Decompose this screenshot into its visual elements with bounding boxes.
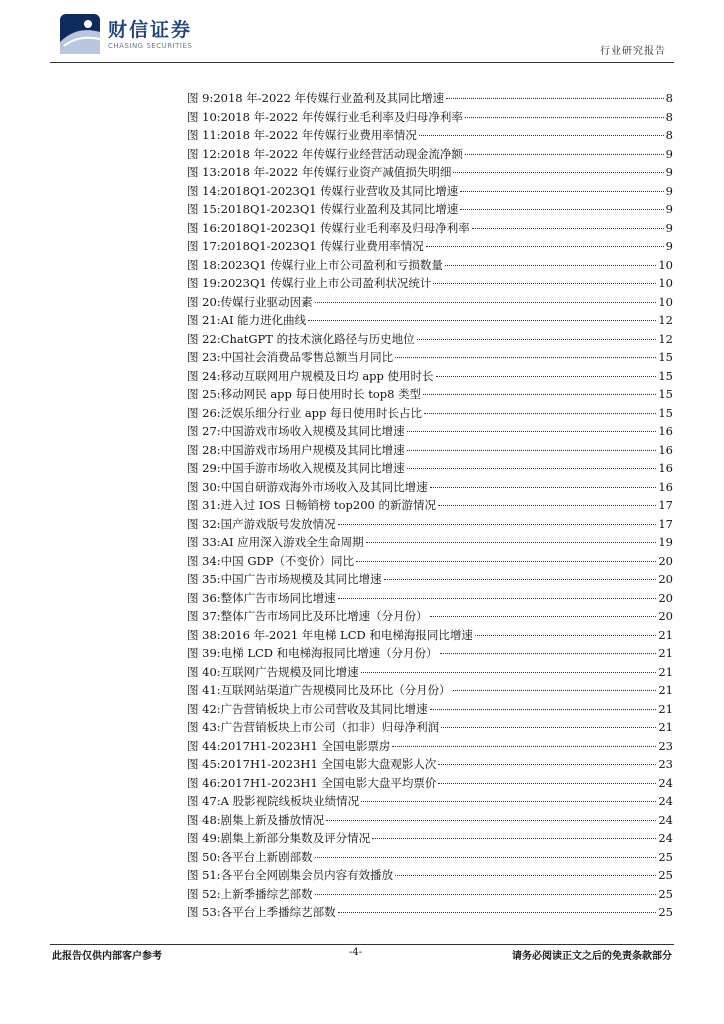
page-ref: 17: [658, 516, 673, 531]
toc-entry[interactable]: [187, 700, 673, 719]
figure-label: 图 26:: [187, 405, 221, 420]
figure-title: 进入过 IOS 日畅销榜 top200 的新游情况: [220, 498, 436, 512]
page-ref: 19: [658, 535, 673, 549]
page-ref: 9: [665, 165, 673, 179]
figure-title: 整体广告市场同比及环比增速（分月份）: [220, 609, 428, 623]
figure-label: 图 34:: [187, 553, 221, 568]
page-ref: 10: [658, 276, 673, 290]
toc-entry[interactable]: [187, 755, 673, 774]
figure-label: 图 11:: [187, 128, 221, 142]
toc-entry[interactable]: [187, 385, 673, 404]
figure-label: 图 20:: [187, 294, 221, 309]
figure-title: 2018 年-2022 年传媒行业费用率情况: [220, 128, 417, 142]
figure-label: 图 51:: [187, 868, 221, 882]
figure-label: 图 21:: [187, 313, 221, 327]
figure-label: 图 44:: [187, 738, 221, 753]
figure-title: 2018 年-2022 年传媒行业资产减值损失明细: [220, 165, 452, 179]
toc-entry[interactable]: [187, 237, 673, 256]
dot-leader: [407, 450, 657, 451]
figure-label: 图 40:: [187, 664, 221, 679]
figure-title: 各平台上新剧部数: [220, 849, 313, 864]
figure-title: 2017H1-2023H1 全国电影大盘平均票价: [220, 775, 437, 790]
figure-title: 中国广告市场规模及其同比增速: [220, 572, 382, 586]
page-ref: 9: [665, 239, 673, 253]
dot-leader: [436, 376, 657, 377]
page-ref: 16: [658, 424, 673, 438]
figure-label: 图 22:: [187, 331, 221, 346]
toc-entry[interactable]: [187, 348, 673, 367]
dot-leader: [460, 209, 663, 210]
page-ref: 12: [658, 331, 673, 346]
header-divider: [50, 62, 674, 63]
page-ref: 16: [658, 479, 673, 494]
dot-leader: [453, 690, 657, 691]
dot-leader: [424, 413, 656, 414]
dot-leader: [417, 339, 657, 340]
footer-divider: [50, 944, 674, 945]
toc-entry[interactable]: [187, 89, 673, 108]
dot-leader: [446, 98, 664, 99]
toc-entry[interactable]: [187, 866, 673, 885]
dot-leader: [338, 912, 657, 913]
toc-entry[interactable]: [187, 459, 673, 478]
toc-entry[interactable]: [187, 792, 673, 811]
figure-label: 图 32:: [187, 516, 221, 531]
dot-leader: [315, 857, 657, 858]
toc-entry[interactable]: [187, 533, 673, 552]
dot-leader: [472, 228, 664, 229]
toc-entry[interactable]: [187, 737, 673, 756]
page-ref: 25: [658, 886, 673, 901]
toc-entry[interactable]: [187, 256, 673, 275]
figure-label: 图 50:: [187, 849, 221, 864]
figure-title: 2018Q1-2023Q1 传媒行业费用率情况: [220, 239, 424, 253]
dot-leader: [440, 653, 657, 654]
figure-title: 2023Q1 传媒行业上市公司盈利状况统计: [220, 276, 432, 290]
figure-label: 图 47:: [187, 794, 221, 808]
toc-entry[interactable]: [187, 829, 673, 848]
dot-leader: [430, 487, 657, 488]
dot-leader: [315, 302, 657, 303]
toc-entry[interactable]: [187, 330, 673, 349]
dot-leader: [430, 616, 657, 617]
figure-label: 图 46:: [187, 775, 221, 790]
figure-title: 中国社会消费品零售总额当月同比: [220, 350, 394, 364]
page-ref: 15: [658, 405, 673, 420]
figure-label: 图 13:: [187, 165, 221, 179]
figure-title: 移动互联网用户规模及日均 app 使用时长: [220, 368, 434, 383]
figure-title: 中国游戏市场用户规模及其同比增速: [220, 442, 405, 457]
dot-leader: [465, 117, 664, 118]
figure-title: AI 应用深入游戏全生命周期: [220, 535, 364, 549]
figure-label: 图 18:: [187, 257, 221, 272]
page-ref: 25: [658, 905, 673, 919]
dot-leader: [372, 838, 656, 839]
dot-leader: [453, 172, 663, 173]
dot-leader: [356, 561, 656, 562]
toc-entry[interactable]: [187, 367, 673, 386]
dot-leader: [395, 875, 656, 876]
page-ref: 9: [665, 220, 673, 235]
figure-title: 互联网站渠道广告规模同比及环比（分月份）: [220, 683, 451, 697]
page-ref: 21: [658, 701, 673, 716]
figure-title: 广告营销板块上市公司（扣非）归母净利润: [220, 720, 440, 734]
toc-entry[interactable]: [187, 903, 673, 922]
figure-title: 2018Q1-2023Q1 传媒行业毛利率及归母净利率: [220, 220, 470, 235]
figure-label: 图 30:: [187, 479, 221, 494]
toc-entry[interactable]: [187, 663, 673, 682]
brand-name-cn: 财信证券: [108, 19, 193, 41]
toc-entry[interactable]: [187, 404, 673, 423]
page-ref: 24: [658, 794, 673, 808]
page-ref: 21: [658, 664, 673, 679]
page-ref: 8: [665, 109, 673, 124]
report-type-label: 行业研究报告: [600, 46, 666, 57]
figure-label: 图 9:: [187, 91, 214, 105]
page-ref: 15: [658, 368, 673, 383]
toc-entry[interactable]: [187, 626, 673, 645]
toc-entry[interactable]: [187, 718, 673, 737]
dot-leader: [361, 801, 656, 802]
figure-label: 图 17:: [187, 239, 221, 253]
figure-title: 国产游戏版号发放情况: [220, 516, 336, 531]
toc-entry[interactable]: [187, 848, 673, 867]
page-ref: 21: [658, 627, 673, 642]
toc-entry[interactable]: [187, 589, 673, 608]
page-ref: 8: [665, 128, 673, 142]
dot-leader: [433, 283, 656, 284]
figure-label: 图 10:: [187, 109, 221, 124]
toc-entry[interactable]: [187, 441, 673, 460]
figure-label: 图 43:: [187, 720, 221, 734]
toc-entry[interactable]: [187, 293, 673, 312]
page-ref: 16: [658, 461, 673, 475]
toc-entry[interactable]: [187, 311, 673, 330]
figure-title: 各平台上季播综艺部数: [220, 905, 336, 919]
toc-entry[interactable]: [187, 219, 673, 238]
figure-title: 2016 年-2021 年电梯 LCD 和电梯海报同比增速: [220, 627, 473, 642]
toc-entry[interactable]: [187, 644, 673, 663]
page-ref: 8: [665, 91, 673, 105]
toc-entry[interactable]: [187, 422, 673, 441]
dot-leader: [465, 154, 664, 155]
figure-title: 互联网广告规模及同比增速: [220, 664, 359, 679]
dot-leader: [338, 598, 657, 599]
dot-leader: [392, 746, 656, 747]
toc-entry[interactable]: [187, 496, 673, 515]
page-ref: 25: [658, 849, 673, 864]
figure-title: 上新季播综艺部数: [220, 886, 313, 901]
figure-title: 2018Q1-2023Q1 传媒行业营收及其同比增速: [220, 183, 459, 198]
page-ref: 12: [658, 313, 673, 327]
page-ref: 25: [658, 868, 673, 882]
figure-label: 图 24:: [187, 368, 221, 383]
figure-title: 2017H1-2023H1 全国电影大盘观影人次: [220, 757, 437, 771]
dot-leader: [441, 727, 656, 728]
dot-leader: [366, 542, 657, 543]
dot-leader: [338, 524, 657, 525]
toc-entry[interactable]: [187, 478, 673, 497]
page-ref: 9: [665, 146, 673, 161]
figure-label: 图 49:: [187, 831, 221, 845]
figure-title: 各平台全网剧集会员内容有效播放: [220, 868, 394, 882]
figure-label: 图 14:: [187, 183, 221, 198]
dot-leader: [384, 579, 657, 580]
figure-label: 图 31:: [187, 498, 221, 512]
toc-entry[interactable]: [187, 570, 673, 589]
dot-leader: [423, 394, 656, 395]
figure-label: 图 25:: [187, 387, 221, 401]
figure-title: 电梯 LCD 和电梯海报同比增速（分月份）: [220, 646, 438, 660]
figure-title: 2023Q1 传媒行业上市公司盈利和亏损数量: [220, 257, 443, 272]
brand-name-en: CHASING SECURITIES: [108, 42, 193, 50]
dot-leader: [475, 635, 656, 636]
toc-entry[interactable]: [187, 126, 673, 145]
dot-leader: [315, 894, 657, 895]
figure-label: 图 42:: [187, 701, 221, 716]
toc-entry[interactable]: [187, 274, 673, 293]
dot-leader: [407, 468, 657, 469]
dot-leader: [419, 135, 664, 136]
page-ref: 10: [658, 257, 673, 272]
figure-label: 图 37:: [187, 609, 221, 623]
toc-entry[interactable]: [187, 552, 673, 571]
toc-entry[interactable]: [187, 182, 673, 201]
page-ref: 20: [658, 553, 673, 568]
figure-title: 中国 GDP（不变价）同比: [220, 553, 354, 568]
page-ref: 15: [658, 350, 673, 364]
figure-title: 2018 年-2022 年传媒行业毛利率及归母净利率: [220, 109, 463, 124]
toc-entry[interactable]: [187, 515, 673, 534]
figure-title: AI 能力进化曲线: [220, 313, 307, 327]
dot-leader: [460, 191, 663, 192]
toc-entry[interactable]: [187, 811, 673, 830]
page-ref: 15: [658, 387, 673, 401]
page-ref: 24: [658, 831, 673, 845]
logo-emblem-icon: [58, 12, 102, 56]
dot-leader: [438, 764, 656, 765]
dot-leader: [308, 320, 656, 321]
figure-label: 图 19:: [187, 276, 221, 290]
page-ref: 21: [658, 646, 673, 660]
figure-title: 广告营销板块上市公司营收及其同比增速: [220, 701, 428, 716]
figure-title: 中国手游市场收入规模及其同比增速: [220, 461, 405, 475]
figure-title: 移动网民 app 每日使用时长 top8 类型: [220, 387, 422, 401]
page-number: -4-: [349, 947, 363, 958]
page-ref: 24: [658, 775, 673, 790]
figure-label: 图 33:: [187, 535, 221, 549]
figure-title: 2017H1-2023H1 全国电影票房: [220, 738, 391, 753]
page-ref: 10: [658, 294, 673, 309]
figure-label: 图 52:: [187, 886, 221, 901]
dot-leader: [438, 783, 656, 784]
dot-leader: [407, 431, 657, 432]
figure-title: 2018Q1-2023Q1 传媒行业盈利及其同比增速: [220, 202, 459, 216]
figure-label: 图 12:: [187, 146, 221, 161]
page-ref: 9: [665, 202, 673, 216]
figure-label: 图 41:: [187, 683, 221, 697]
figure-label: 图 45:: [187, 757, 221, 771]
figure-label: 图 27:: [187, 424, 221, 438]
page-ref: 21: [658, 683, 673, 697]
page-ref: 9: [665, 183, 673, 198]
dot-leader: [430, 709, 657, 710]
figure-title: 中国游戏市场收入规模及其同比增速: [220, 424, 405, 438]
figure-title: 2018 年-2022 年传媒行业盈利及其同比增速: [213, 91, 445, 105]
figure-label: 图 53:: [187, 905, 221, 919]
toc-entry[interactable]: [187, 108, 673, 127]
figure-label: 图 15:: [187, 202, 221, 216]
figure-label: 图 36:: [187, 590, 221, 605]
page-ref: 16: [658, 442, 673, 457]
figure-title: 整体广告市场同比增速: [220, 590, 336, 605]
page-ref: 20: [658, 572, 673, 586]
figure-label: 图 39:: [187, 646, 221, 660]
figure-label: 图 38:: [187, 627, 221, 642]
figure-label: 图 29:: [187, 461, 221, 475]
page-header: [0, 0, 724, 66]
figure-list: [187, 89, 673, 922]
figure-title: 2018 年-2022 年传媒行业经营活动现金流净额: [220, 146, 463, 161]
page-ref: 24: [658, 812, 673, 827]
toc-entry[interactable]: [187, 607, 673, 626]
figure-title: 中国自研游戏海外市场收入及其同比增速: [220, 479, 428, 494]
figure-label: 图 28:: [187, 442, 221, 457]
toc-entry[interactable]: [187, 885, 673, 904]
figure-label: 图 35:: [187, 572, 221, 586]
figure-title: ChatGPT 的技术演化路径与历史地位: [220, 331, 415, 346]
footer-disclaimer: 此报告仅供内部客户参考: [52, 951, 162, 962]
page-ref: 20: [658, 590, 673, 605]
dot-leader: [426, 246, 664, 247]
figure-title: 传媒行业驱动因素: [220, 294, 313, 309]
toc-entry[interactable]: [187, 774, 673, 793]
page-ref: 23: [658, 738, 673, 753]
figure-title: 剧集上新及播放情况: [220, 812, 325, 827]
toc-entry[interactable]: [187, 200, 673, 219]
figure-title: 泛娱乐细分行业 app 每日使用时长占比: [220, 405, 423, 420]
page-ref: 17: [658, 498, 673, 512]
toc-entry[interactable]: [187, 145, 673, 164]
figure-title: 剧集上新部分集数及评分情况: [220, 831, 371, 845]
figure-title: A 股影视院线板块业绩情况: [220, 794, 360, 808]
figure-label: 图 16:: [187, 220, 221, 235]
footer-notice: 请务必阅读正文之后的免责条款部分: [512, 951, 672, 962]
figure-label: 图 48:: [187, 812, 221, 827]
page-ref: 23: [658, 757, 673, 771]
toc-entry[interactable]: [187, 163, 673, 182]
toc-entry[interactable]: [187, 681, 673, 700]
page-ref: 20: [658, 609, 673, 623]
dot-leader: [361, 672, 657, 673]
company-logo: [58, 12, 198, 58]
dot-leader: [438, 505, 656, 506]
page-ref: 21: [658, 720, 673, 734]
dot-leader: [326, 820, 656, 821]
dot-leader: [395, 357, 656, 358]
dot-leader: [445, 265, 657, 266]
figure-label: 图 23:: [187, 350, 221, 364]
